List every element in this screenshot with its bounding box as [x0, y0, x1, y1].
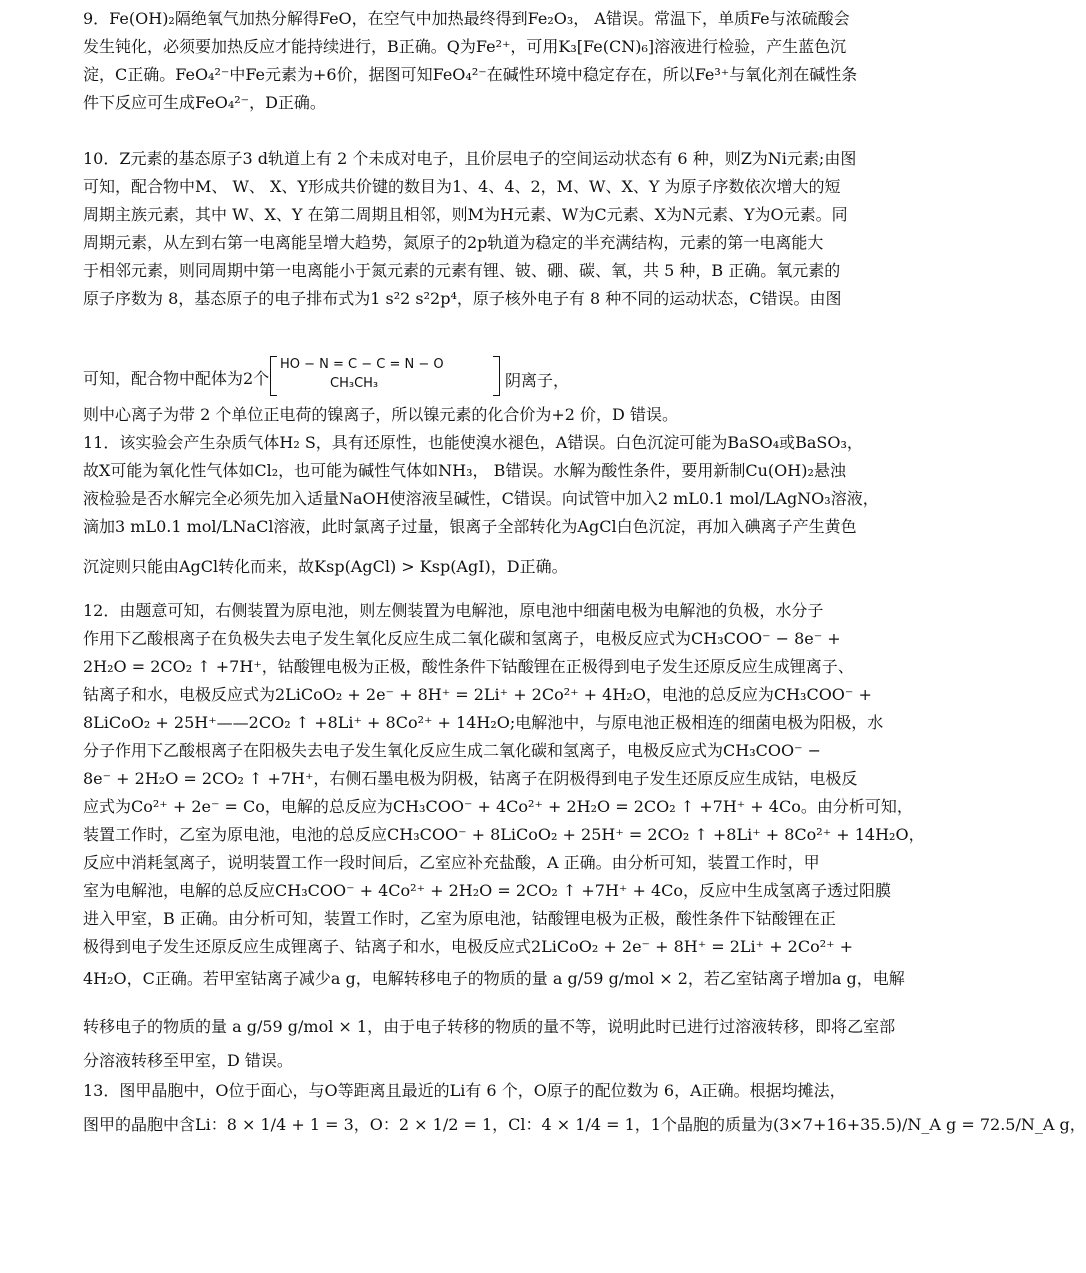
- text-line: 则中心离子为带 2 个单位正电荷的镍离子，所以镍元素的化合价为+2 价，D 错误。: [83, 405, 678, 424]
- structure-bottom: CH₃CH₃: [330, 376, 379, 391]
- text-line: 8e⁻ + 2H₂O = 2CO₂ ↑ +7H⁺，右侧石墨电极为阴极，钴离子在阴极得到电子发生还原反应生成钴，电极反: [83, 769, 858, 788]
- text-line: 进入甲室，B 正确。由分析可知，装置工作时，乙室为原电池，钴酸锂电极为正极，酸性条件下钴酸锂在正: [83, 909, 836, 928]
- text-line: 极得到电子发生还原反应生成锂离子、钴离子和水，电极反应式2LiCoO₂ + 2e⁻ + 8H⁺ = 2Li⁺ + 2Co²⁺ +: [83, 937, 854, 956]
- text-line: 分子作用下乙酸根离子在阳极失去电子发生氧化反应生成二氧化碳和氢离子，电极反应式为CH₃COO⁻ −: [83, 741, 822, 760]
- text-line: 装置工作时，乙室为原电池，电池的总反应CH₃COO⁻ + 8LiCoO₂ + 25H⁺ = 2CO₂ ↑ +8Li⁺ + 8Co²⁺ + 14H₂O，: [83, 825, 925, 844]
- ligand-structure: [270, 356, 500, 396]
- text-line: 淀，C正确。FeO₄²⁻中Fe元素为+6价，据图可知FeO₄²⁻在碱性环境中稳定存在，所以Fe³⁺与氧化剂在碱性条: [83, 65, 858, 84]
- structure-suffix: 阴离子，: [505, 371, 570, 390]
- text-line: 4H₂O，C正确。若甲室钴离子减少a g，电解转移电子的物质的量 a g/59 g/mol × 2，若乙室钴离子增加a g，电解: [83, 969, 905, 988]
- text-line: 沉淀则只能由AgCl转化而来，故Ksp(AgCl) > Ksp(AgI)，D正确。: [83, 557, 568, 576]
- text-line: 8LiCoO₂ + 25H⁺——2CO₂ ↑ +8Li⁺ + 8Co²⁺ + 14H₂O;电解池中，与原电池正极相连的细菌电极为阳极，水: [83, 713, 884, 732]
- text-line: 2H₂O = 2CO₂ ↑ +7H⁺，钴酸锂电极为正极，酸性条件下钴酸锂在正极得到电子发生还原反应生成锂离子、: [83, 657, 854, 676]
- text-line: 11．该实验会产生杂质气体H₂ S，具有还原性，也能使溴水褪色，A错误。白色沉淀可能为BaSO₄或BaSO₃，: [83, 433, 863, 452]
- text-line: 于相邻元素，则同周期中第一电离能小于氮元素的元素有锂、铍、硼、碳、氧，共 5 种，B 正确。氧元素的: [83, 261, 841, 280]
- text-line: 反应中消耗氢离子，说明装置工作一段时间后，乙室应补充盐酸，A 正确。由分析可知，装置工作时，甲: [83, 853, 820, 872]
- text-line: 室为电解池，电解的总反应CH₃COO⁻ + 4Co²⁺ + 2H₂O = 2CO₂ ↑ +7H⁺ + 4Co，反应中生成氢离子透过阳膜: [83, 881, 891, 900]
- text-line: 液检验是否水解完全必须先加入适量NaOH使溶液呈碱性，C错误。向试管中加入2 mL0.1 mol/LAgNO₃溶液，: [83, 489, 879, 508]
- text-line: 周期主族元素，其中 W、X、Y 在第二周期且相邻，则M为H元素、W为C元素、X为N元素、Y为O元素。同: [83, 205, 848, 224]
- text-line: 钴离子和水，电极反应式为2LiCoO₂ + 2e⁻ + 8H⁺ = 2Li⁺ + 2Co²⁺ + 4H₂O，电池的总反应为CH₃COO⁻ +: [83, 685, 872, 704]
- left-bracket: [270, 356, 277, 396]
- text-line: 周期元素，从左到右第一电离能呈增大趋势，氮原子的2p轨道为稳定的半充满结构，元素的第一电离能大: [83, 233, 824, 252]
- text-line: 故X可能为氧化性气体如Cl₂，也可能为碱性气体如NH₃， B错误。水解为酸性条件，要用新制Cu(OH)₂悬浊: [83, 461, 846, 480]
- text-line: 作用下乙酸根离子在负极失去电子发生氧化反应生成二氧化碳和氢离子，电极反应式为CH₃COO⁻ − 8e⁻ +: [83, 629, 841, 648]
- text-line: 发生钝化，必须要加热反应才能持续进行，B正确。Q为Fe²⁺，可用K₃[Fe(CN)₆]溶液进行检验，产生蓝色沉: [83, 37, 847, 56]
- text-line: 滴加3 mL0.1 mol/LNaCl溶液，此时氯离子过量，银离子全部转化为AgCl白色沉淀，再加入碘离子产生黄色: [83, 517, 857, 536]
- text-line: 分溶液转移至甲室，D 错误。: [83, 1051, 293, 1070]
- text-line: 可知，配合物中M、 W、 X、Y形成共价键的数目为1、4、4、2，M、W、X、Y 为原子序数依次增大的短: [83, 177, 841, 196]
- text-line: 12．由题意可知，右侧装置为原电池，则左侧装置为电解池，原电池中细菌电极为电解池的负极，水分子: [83, 601, 824, 620]
- text-line: 10．Z元素的基态原子3 d轨道上有 2 个未成对电子，且价层电子的空间运动状态有 6 种，则Z为Ni元素;由图: [83, 149, 857, 168]
- text-line: 图甲的晶胞中含Li：8 × 1/4 + 1 = 3，O：2 × 1/2 = 1，Cl：4 × 1/4 = 1，1个晶胞的质量为(3×7+16+35.5)/N_A g = 72.5/N_A g，: [83, 1115, 1086, 1134]
- text-line: 原子序数为 8，基态原子的电子排布式为1 s²2 s²2p⁴，原子核外电子有 8 种不同的运动状态，C错误。由图: [83, 289, 842, 308]
- text-line: 件下反应可生成FeO₄²⁻，D正确。: [83, 93, 326, 112]
- right-bracket: [493, 356, 500, 396]
- structure-top: HO − N = C − C = N − O: [280, 357, 444, 372]
- text-line: 转移电子的物质的量 a g/59 g/mol × 1，由于电子转移的物质的量不等，说明此时已进行过溶液转移，即将乙室部: [83, 1017, 896, 1036]
- text-line: 应式为Co²⁺ + 2e⁻ = Co，电解的总反应为CH₃COO⁻ + 4Co²⁺ + 2H₂O = 2CO₂ ↑ +7H⁺ + 4Co。由分析可知，: [83, 797, 913, 816]
- text-line: 13．图甲晶胞中，O位于面心，与O等距离且最近的Li有 6 个，O原子的配位数为 6，A正确。根据均摊法，: [83, 1081, 846, 1100]
- text-line: 9．Fe(OH)₂隔绝氧气加热分解得FeO，在空气中加热最终得到Fe₂O₃， A错误。常温下，单质Fe与浓硫酸会: [83, 9, 850, 28]
- text-line: 可知，配合物中配体为2个: [83, 369, 270, 388]
